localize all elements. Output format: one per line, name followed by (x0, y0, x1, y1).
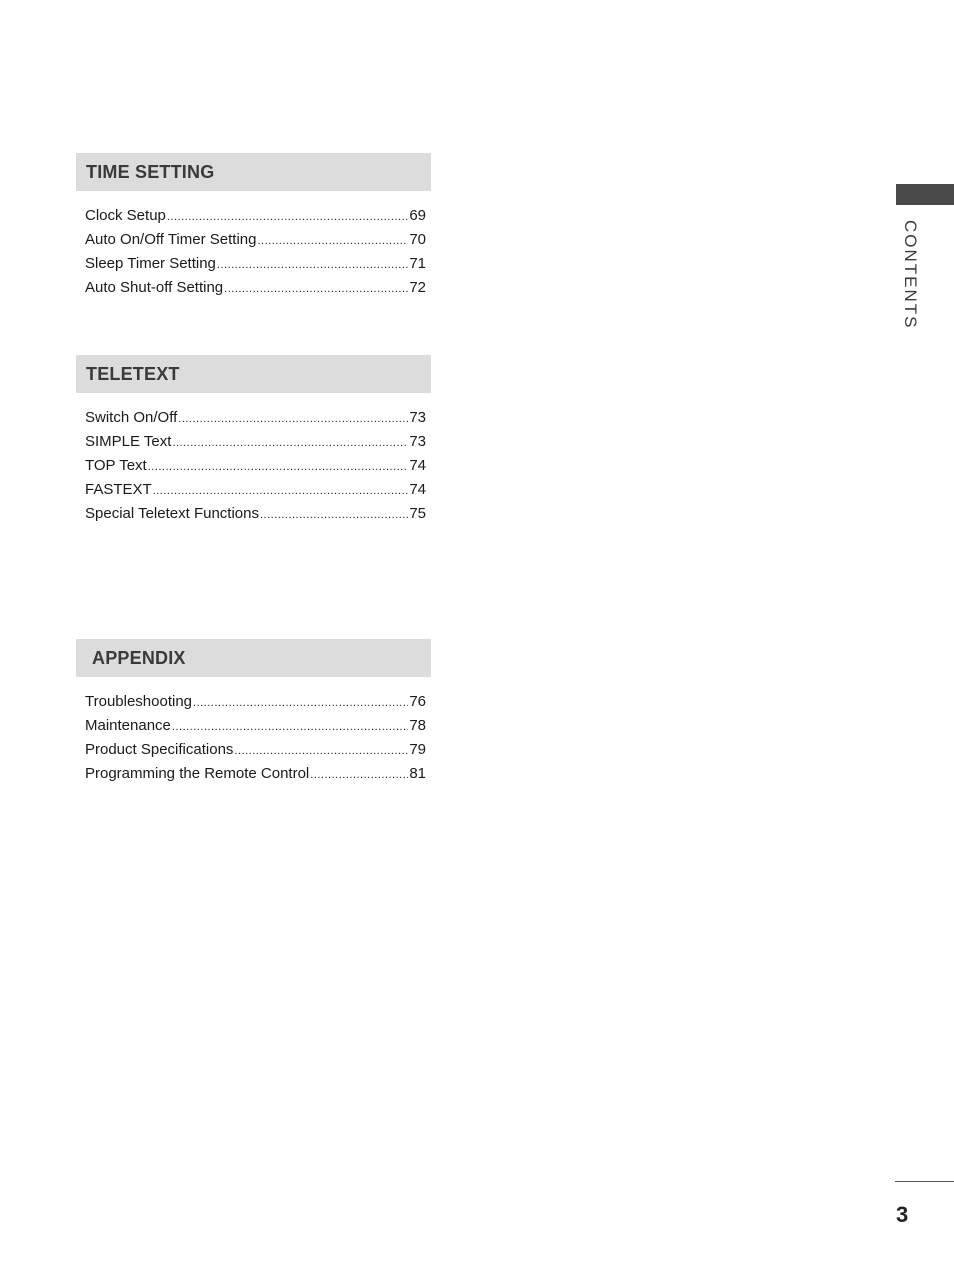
toc-section-appendix (76, 639, 431, 789)
toc-entry-page: 73 (409, 433, 426, 450)
toc-entry-label: Programming the Remote Control (85, 765, 310, 782)
toc-entry-page: 74 (409, 481, 426, 498)
toc-entry-page: 74 (409, 457, 426, 474)
leader-dots (193, 697, 408, 709)
toc-entry-page: 79 (409, 741, 426, 758)
leader-dots (217, 259, 408, 271)
footer-divider (895, 1181, 954, 1182)
toc-entry[interactable] (85, 433, 426, 457)
toc-entry[interactable] (85, 255, 426, 279)
section-title: APPENDIX (76, 639, 431, 677)
toc-entry-label: Switch On/Off (85, 409, 178, 426)
toc-entry-page: 78 (409, 717, 426, 734)
toc-entry[interactable] (85, 481, 426, 505)
leader-dots (172, 721, 408, 733)
toc-entry-page: 71 (409, 255, 426, 272)
toc-entry[interactable] (85, 207, 426, 231)
toc-entry-list (76, 207, 431, 303)
toc-entry-label: Maintenance (85, 717, 171, 734)
toc-entry-label: Clock Setup (85, 207, 166, 224)
toc-entry[interactable] (85, 693, 426, 717)
toc-entry[interactable] (85, 231, 426, 255)
leader-dots (172, 437, 408, 449)
toc-section-time-setting (76, 153, 431, 303)
toc-entry[interactable] (85, 457, 426, 481)
toc-entry-page: 70 (409, 231, 426, 248)
toc-entry-label: Product Specifications (85, 741, 234, 758)
leader-dots (260, 509, 408, 521)
section-title: TELETEXT (76, 355, 431, 393)
toc-entry-label: Auto On/Off Timer Setting (85, 231, 257, 248)
leader-dots (310, 769, 408, 781)
toc-entry-page: 76 (409, 693, 426, 710)
leader-dots (257, 235, 408, 247)
toc-entry[interactable] (85, 765, 426, 789)
leader-dots (148, 461, 409, 473)
leader-dots (167, 211, 408, 223)
toc-entry-page: 75 (409, 505, 426, 522)
toc-entry-label: Auto Shut-off Setting (85, 279, 224, 296)
toc-entry-label: Troubleshooting (85, 693, 193, 710)
toc-entry[interactable] (85, 279, 426, 303)
leader-dots (153, 485, 409, 497)
leader-dots (224, 283, 408, 295)
section-title: TIME SETTING (76, 153, 431, 191)
toc-entry-page: 81 (409, 765, 426, 782)
toc-entry[interactable] (85, 741, 426, 765)
toc-entry[interactable] (85, 717, 426, 741)
toc-entry-page: 72 (409, 279, 426, 296)
toc-entry[interactable] (85, 409, 426, 433)
toc-entry-label: SIMPLE Text (85, 433, 172, 450)
page-number: 3 (896, 1202, 909, 1227)
leader-dots (178, 413, 408, 425)
toc-entry-label: FASTEXT (85, 481, 152, 498)
side-tab-label: CONTENTS (901, 220, 920, 330)
toc-entry-page: 69 (409, 207, 426, 224)
side-tab-marker (896, 184, 954, 205)
toc-section-teletext (76, 355, 431, 529)
toc-entry-label: TOP Text (85, 457, 147, 474)
toc-entry-list (76, 693, 431, 789)
toc-entry-label: Sleep Timer Setting (85, 255, 216, 272)
toc-entry[interactable] (85, 505, 426, 529)
toc-entry-list (76, 409, 431, 529)
toc-entry-label: Special Teletext Functions (85, 505, 259, 522)
toc-entry-page: 73 (409, 409, 426, 426)
leader-dots (234, 745, 408, 757)
